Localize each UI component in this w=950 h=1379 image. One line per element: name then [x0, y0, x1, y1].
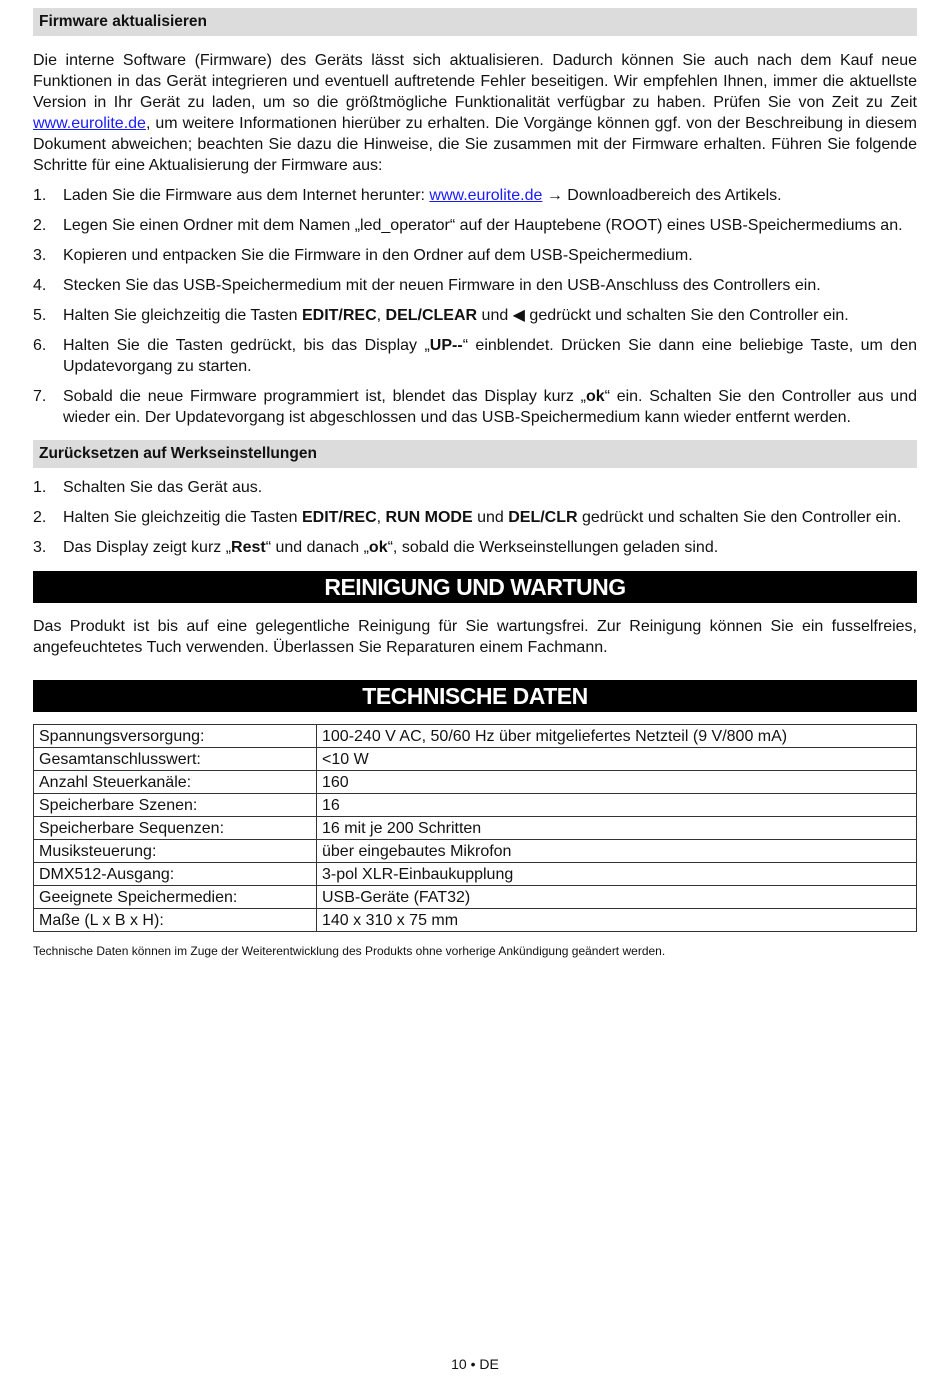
- table-row: [34, 794, 917, 817]
- spec-label: Musiksteuerung:: [34, 840, 317, 863]
- spec-label: Maße (L x B x H):: [34, 909, 317, 932]
- spec-label: Speicherbare Szenen:: [34, 794, 317, 817]
- list-item: 4. Stecken Sie das USB-Speichermedium mit der neuen Firmware in den USB-Anschluss des Controllers ein.: [33, 277, 821, 294]
- eurolite-link[interactable]: www.eurolite.de: [429, 187, 543, 204]
- table-row: [34, 840, 917, 863]
- spec-value: 140 x 310 x 75 mm: [317, 909, 917, 932]
- list-item: 2. Halten Sie gleichzeitig die Tasten EDIT/REC, RUN MODE und DEL/CLR gedrückt und schalten Sie den Controller ein.: [33, 509, 902, 526]
- spec-value: 3-pol XLR-Einbaukupplung: [317, 863, 917, 886]
- spec-value: 16 mit je 200 Schritten: [317, 817, 917, 840]
- list-item: 1. Schalten Sie das Gerät aus.: [33, 479, 263, 496]
- spec-value: 100-240 V AC, 50/60 Hz über mitgeliefertes Netzteil (9 V/800 mA): [317, 725, 917, 748]
- list-item: 5. Halten Sie gleichzeitig die Tasten EDIT/REC, DEL/CLEAR und ◀ gedrückt und schalten Sie den Controller ein.: [33, 307, 849, 324]
- reset-steps: [33, 477, 917, 558]
- list-item: 3. Kopieren und entpacken Sie die Firmware in den Ordner auf dem USB-Speichermedium.: [33, 247, 693, 264]
- list-item: 1. Laden Sie die Firmware aus dem Internet herunter: www.eurolite.de → Downloadbereich des Artikels.: [33, 187, 782, 204]
- spec-label: Speicherbare Sequenzen:: [34, 817, 317, 840]
- list-item: 3. Das Display zeigt kurz „Rest“ und danach „ok“, sobald die Werkseinstellungen geladen sind.: [33, 539, 719, 556]
- spec-label: Anzahl Steuerkanäle:: [34, 771, 317, 794]
- spec-value: über eingebautes Mikrofon: [317, 840, 917, 863]
- spec-value: 160: [317, 771, 917, 794]
- spec-label: DMX512-Ausgang:: [34, 863, 317, 886]
- reset-heading: Zurücksetzen auf Werkseinstellungen: [33, 440, 917, 468]
- spec-value: 16: [317, 794, 917, 817]
- spec-label: Geeignete Speichermedien:: [34, 886, 317, 909]
- cleaning-heading: REINIGUNG UND WARTUNG: [33, 571, 917, 603]
- table-row: [34, 863, 917, 886]
- firmware-steps: [33, 185, 917, 428]
- spec-value: USB-Geräte (FAT32): [317, 886, 917, 909]
- table-row: [34, 748, 917, 771]
- spec-label: Gesamtanschlusswert:: [34, 748, 317, 771]
- cleaning-text: Das Produkt ist bis auf eine gelegentliche Reinigung für Sie wartungsfrei. Zur Reinigung können Sie ein fusselfreies, angefeuchtetes Tuch verwenden. Überlassen Sie Reparaturen einem Fachmann.: [33, 618, 917, 656]
- spec-label: Spannungsversorgung:: [34, 725, 317, 748]
- spec-value: <10 W: [317, 748, 917, 771]
- specs-note: Technische Daten können im Zuge der Weiterentwicklung des Produkts ohne vorherige Ankündigung geändert werden.: [33, 944, 666, 958]
- specs-table: [33, 724, 917, 932]
- list-item: 2. Legen Sie einen Ordner mit dem Namen „led_operator“ auf der Hauptebene (ROOT) eines USB-Speichermediums an.: [33, 217, 903, 234]
- document-page: [33, 8, 917, 959]
- firmware-heading: Firmware aktualisieren: [33, 8, 917, 36]
- table-row: [34, 909, 917, 932]
- list-item: 7. Sobald die neue Firmware programmiert ist, blendet das Display kurz „ok“ ein. Schalten Sie den Controller aus und wieder ein. Der Updatevorgang ist abgeschlossen und das USB-Speichermedium kann wieder entfernt werden.: [33, 388, 918, 426]
- table-row: [34, 725, 917, 748]
- table-row: [34, 886, 917, 909]
- page-number: 10 • DE: [451, 1356, 499, 1372]
- firmware-intro: Die interne Software (Firmware) des Geräts lässt sich aktualisieren. Dadurch können Sie auch nach dem Kauf neue Funktionen in das Gerät integrieren und eventuell auftretende Fehler beseitigen. Wir empfehlen Ihnen, immer die aktuellste Version in Ihr Gerät zu laden, um so die größtmögliche Funktionalität verfügbar zu haben. Prüfen Sie von Zeit zu Zeit www.eurolite.de, um weitere Informationen hierüber zu erhalten. Die Vorgänge können ggf. von der Beschreibung in diesem Dokument abweichen; beachten Sie dazu die Hinweise, die Sie zusammen mit der Firmware erhalten. Führen Sie folgende Schritte für eine Aktualisierung der Firmware aus:: [33, 52, 917, 174]
- table-row: [34, 771, 917, 794]
- specs-heading: TECHNISCHE DATEN: [33, 680, 917, 712]
- list-item: 6. Halten Sie die Tasten gedrückt, bis das Display „UP--“ einblendet. Drücken Sie dann eine beliebige Taste, um den Updatevorgang zu starten.: [33, 337, 918, 375]
- eurolite-link[interactable]: www.eurolite.de: [33, 115, 146, 132]
- table-row: [34, 817, 917, 840]
